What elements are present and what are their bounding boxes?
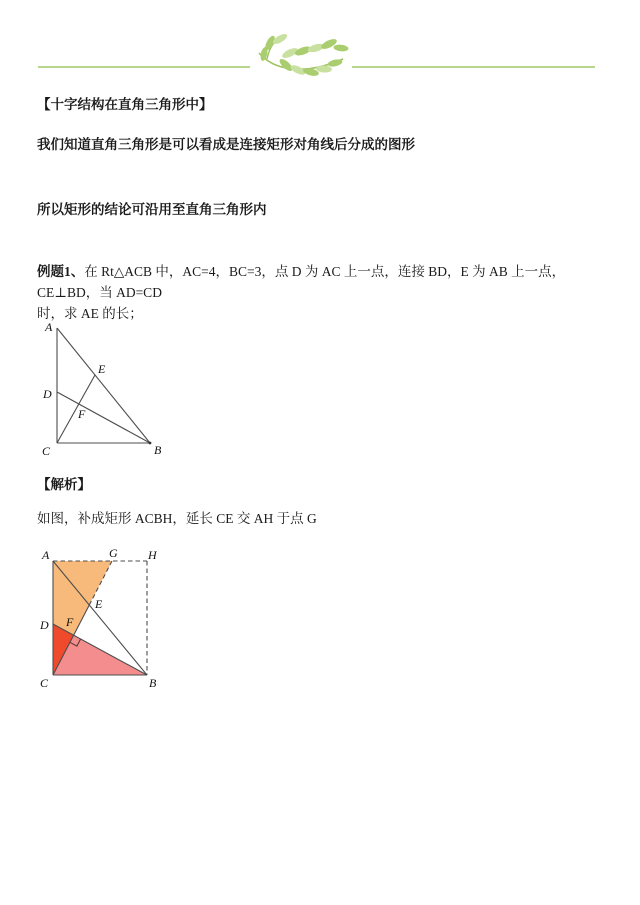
label-d: D bbox=[40, 618, 49, 632]
analysis-body: 如图，补成矩形 ACBH，延长 CE 交 AH 于点 G bbox=[37, 511, 317, 526]
label-b: B bbox=[149, 676, 157, 690]
label-a: A bbox=[42, 548, 50, 562]
intro-paragraph-1: 我们知道直角三角形是可以看成是连接矩形对角线后分成的图形 bbox=[37, 137, 415, 152]
vertex-dot-b bbox=[149, 442, 152, 445]
label-f: F bbox=[78, 407, 86, 421]
section-title: 【十字结构在直角三角形中】 bbox=[37, 97, 213, 112]
label-c: C bbox=[40, 676, 49, 690]
example-text-line2: 时，求 AE 的长； bbox=[37, 306, 143, 321]
triangle-diagram bbox=[35, 315, 180, 467]
intro-paragraph-2: 所以矩形的结论可沿用至直角三角形内 bbox=[37, 202, 267, 217]
analysis-title: 【解析】 bbox=[37, 477, 91, 492]
rectangle-diagram bbox=[30, 545, 180, 697]
label-f: F bbox=[66, 615, 74, 629]
divider-line-right bbox=[352, 66, 595, 68]
label-c: C bbox=[42, 444, 51, 458]
example-label: 例题1、 bbox=[37, 264, 85, 279]
label-e: E bbox=[98, 362, 106, 376]
label-d: D bbox=[43, 387, 52, 401]
label-b: B bbox=[154, 443, 162, 457]
label-e: E bbox=[95, 597, 103, 611]
label-g: G bbox=[109, 546, 118, 560]
label-a: A bbox=[45, 320, 53, 334]
leaf-branch-icon bbox=[245, 31, 357, 89]
label-h: H bbox=[148, 548, 157, 562]
example-text-line1: 在 Rt△ACB 中，AC=4，BC=3，点 D 为 AC 上一点，连接 BD，E 为 AB 上一点，CE⊥BD，当 AD=CD bbox=[37, 264, 566, 300]
divider-line-left bbox=[38, 66, 250, 68]
